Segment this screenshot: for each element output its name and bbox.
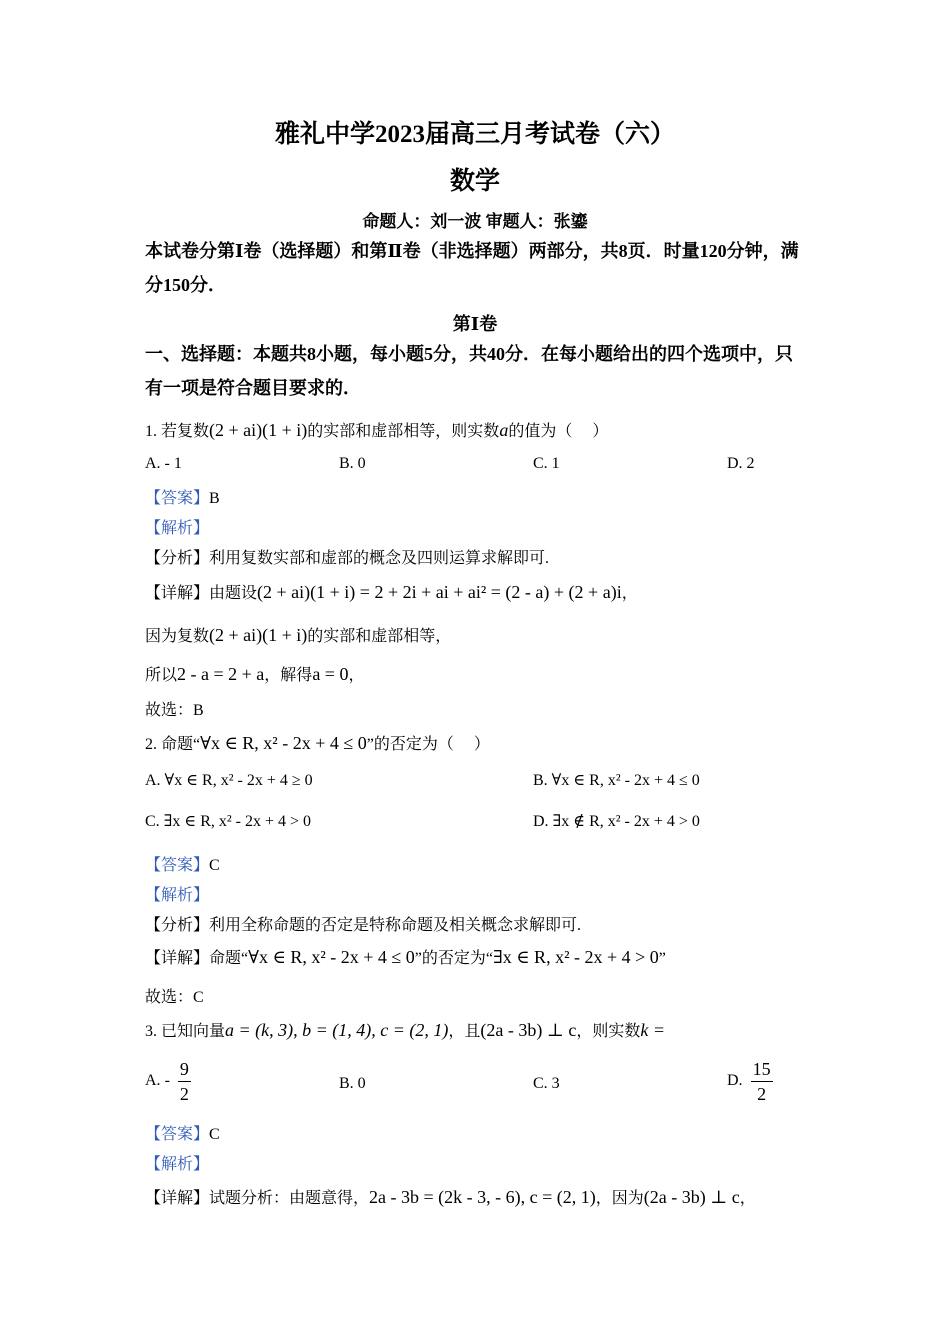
q3-option-d-fraction: $\frac{15}{2}$ [752, 1059, 771, 1104]
authors-line: 命题人：刘一波 审题人：张鎏 [362, 212, 588, 231]
q1-detail-line2: 因为复数(2 + ai)(1 + i)的实部和虚部相等， [145, 625, 452, 645]
q3-option-a-fraction: $\frac{9}{2}$ [179, 1059, 189, 1104]
subject-title: 数学 [449, 168, 500, 195]
q1-choose: 故选：B [145, 702, 204, 719]
q3-stem: 3. 已知向量a = (k, 3), b = (1, 4), c = (2, 1)，且(2a - 3b) ⊥ c，则实数k = [145, 1020, 665, 1040]
q2-analysis-label: 【解析】 [145, 887, 210, 904]
q1-option-c: C. 1 [533, 455, 560, 472]
q2-option-d: D. ∃x ∉ R, x² - 2x + 4 > 0 [533, 813, 700, 830]
q3-analysis-label: 【解析】 [145, 1156, 210, 1173]
q1-answer: 【答案】B [145, 490, 220, 507]
q1-analysis-label: 【解析】 [145, 520, 210, 537]
exam-title: 雅礼中学2023届高三月考试卷（六） [274, 121, 675, 148]
q1-stem: 1. 若复数(2 + ai)(1 + i)的实部和虚部相等，则实数a的值为（ ） [145, 420, 609, 440]
q2-option-b: B. ∀x ∈ R, x² - 2x + 4 ≤ 0 [533, 772, 700, 789]
q3-answer: 【答案】C [145, 1126, 220, 1143]
q1-fenxi: 【分析】利用复数实部和虚部的概念及四则运算求解即可. [145, 550, 550, 567]
q1-option-d: D. 2 [727, 455, 755, 472]
q2-answer: 【答案】C [145, 857, 220, 874]
q2-choose: 故选：C [145, 989, 204, 1006]
q3-option-b: B. 0 [339, 1075, 366, 1092]
q3-option-c: C. 3 [533, 1075, 560, 1092]
q2-stem: 2. 命题“∀x ∈ R, x² - 2x + 4 ≤ 0”的否定为（ ） [145, 733, 490, 753]
q1-option-b: B. 0 [339, 455, 366, 472]
q1-detail-line3: 所以2 - a = 2 + a，解得a = 0， [145, 664, 365, 684]
q3-option-a: A. - $\frac{9}{2}$ [145, 1059, 189, 1104]
q1-option-a: A. - 1 [145, 455, 182, 472]
exam-intro: 本试卷分第Ⅰ卷（选择题）和第Ⅱ卷（非选择题）两部分，共8页．时量120分钟，满分150分． [145, 241, 799, 295]
q2-fenxi: 【分析】利用全称命题的否定是特称命题及相关概念求解即可. [145, 917, 582, 934]
q3-option-d: D. $\frac{15}{2}$ [727, 1059, 771, 1104]
q1-expr: (2 + ai)(1 + i) [209, 420, 308, 440]
q2-option-a: A. ∀x ∈ R, x² - 2x + 4 ≥ 0 [145, 772, 313, 789]
q2-detail: 【详解】命题“∀x ∈ R, x² - 2x + 4 ≤ 0”的否定为“∃x ∈ R, x² - 2x + 4 > 0” [145, 947, 666, 967]
section-title: 一、选择题：本题共8小题，每小题5分，共40分．在每小题给出的四个选项中，只有一项是符合题目要求的． [145, 344, 793, 398]
q2-option-c: C. ∃x ∈ R, x² - 2x + 4 > 0 [145, 813, 312, 830]
part-title: 第Ⅰ卷 [452, 314, 498, 334]
q1-detail: 【详解】由题设(2 + ai)(1 + i) = 2 + 2i + ai + ai² = (2 - a) + (2 + a)i， [145, 582, 638, 602]
q3-detail: 【详解】试题分析：由题意得，2a - 3b = (2k - 3, - 6), c = (2, 1)，因为(2a - 3b) ⊥ c， [145, 1187, 756, 1207]
